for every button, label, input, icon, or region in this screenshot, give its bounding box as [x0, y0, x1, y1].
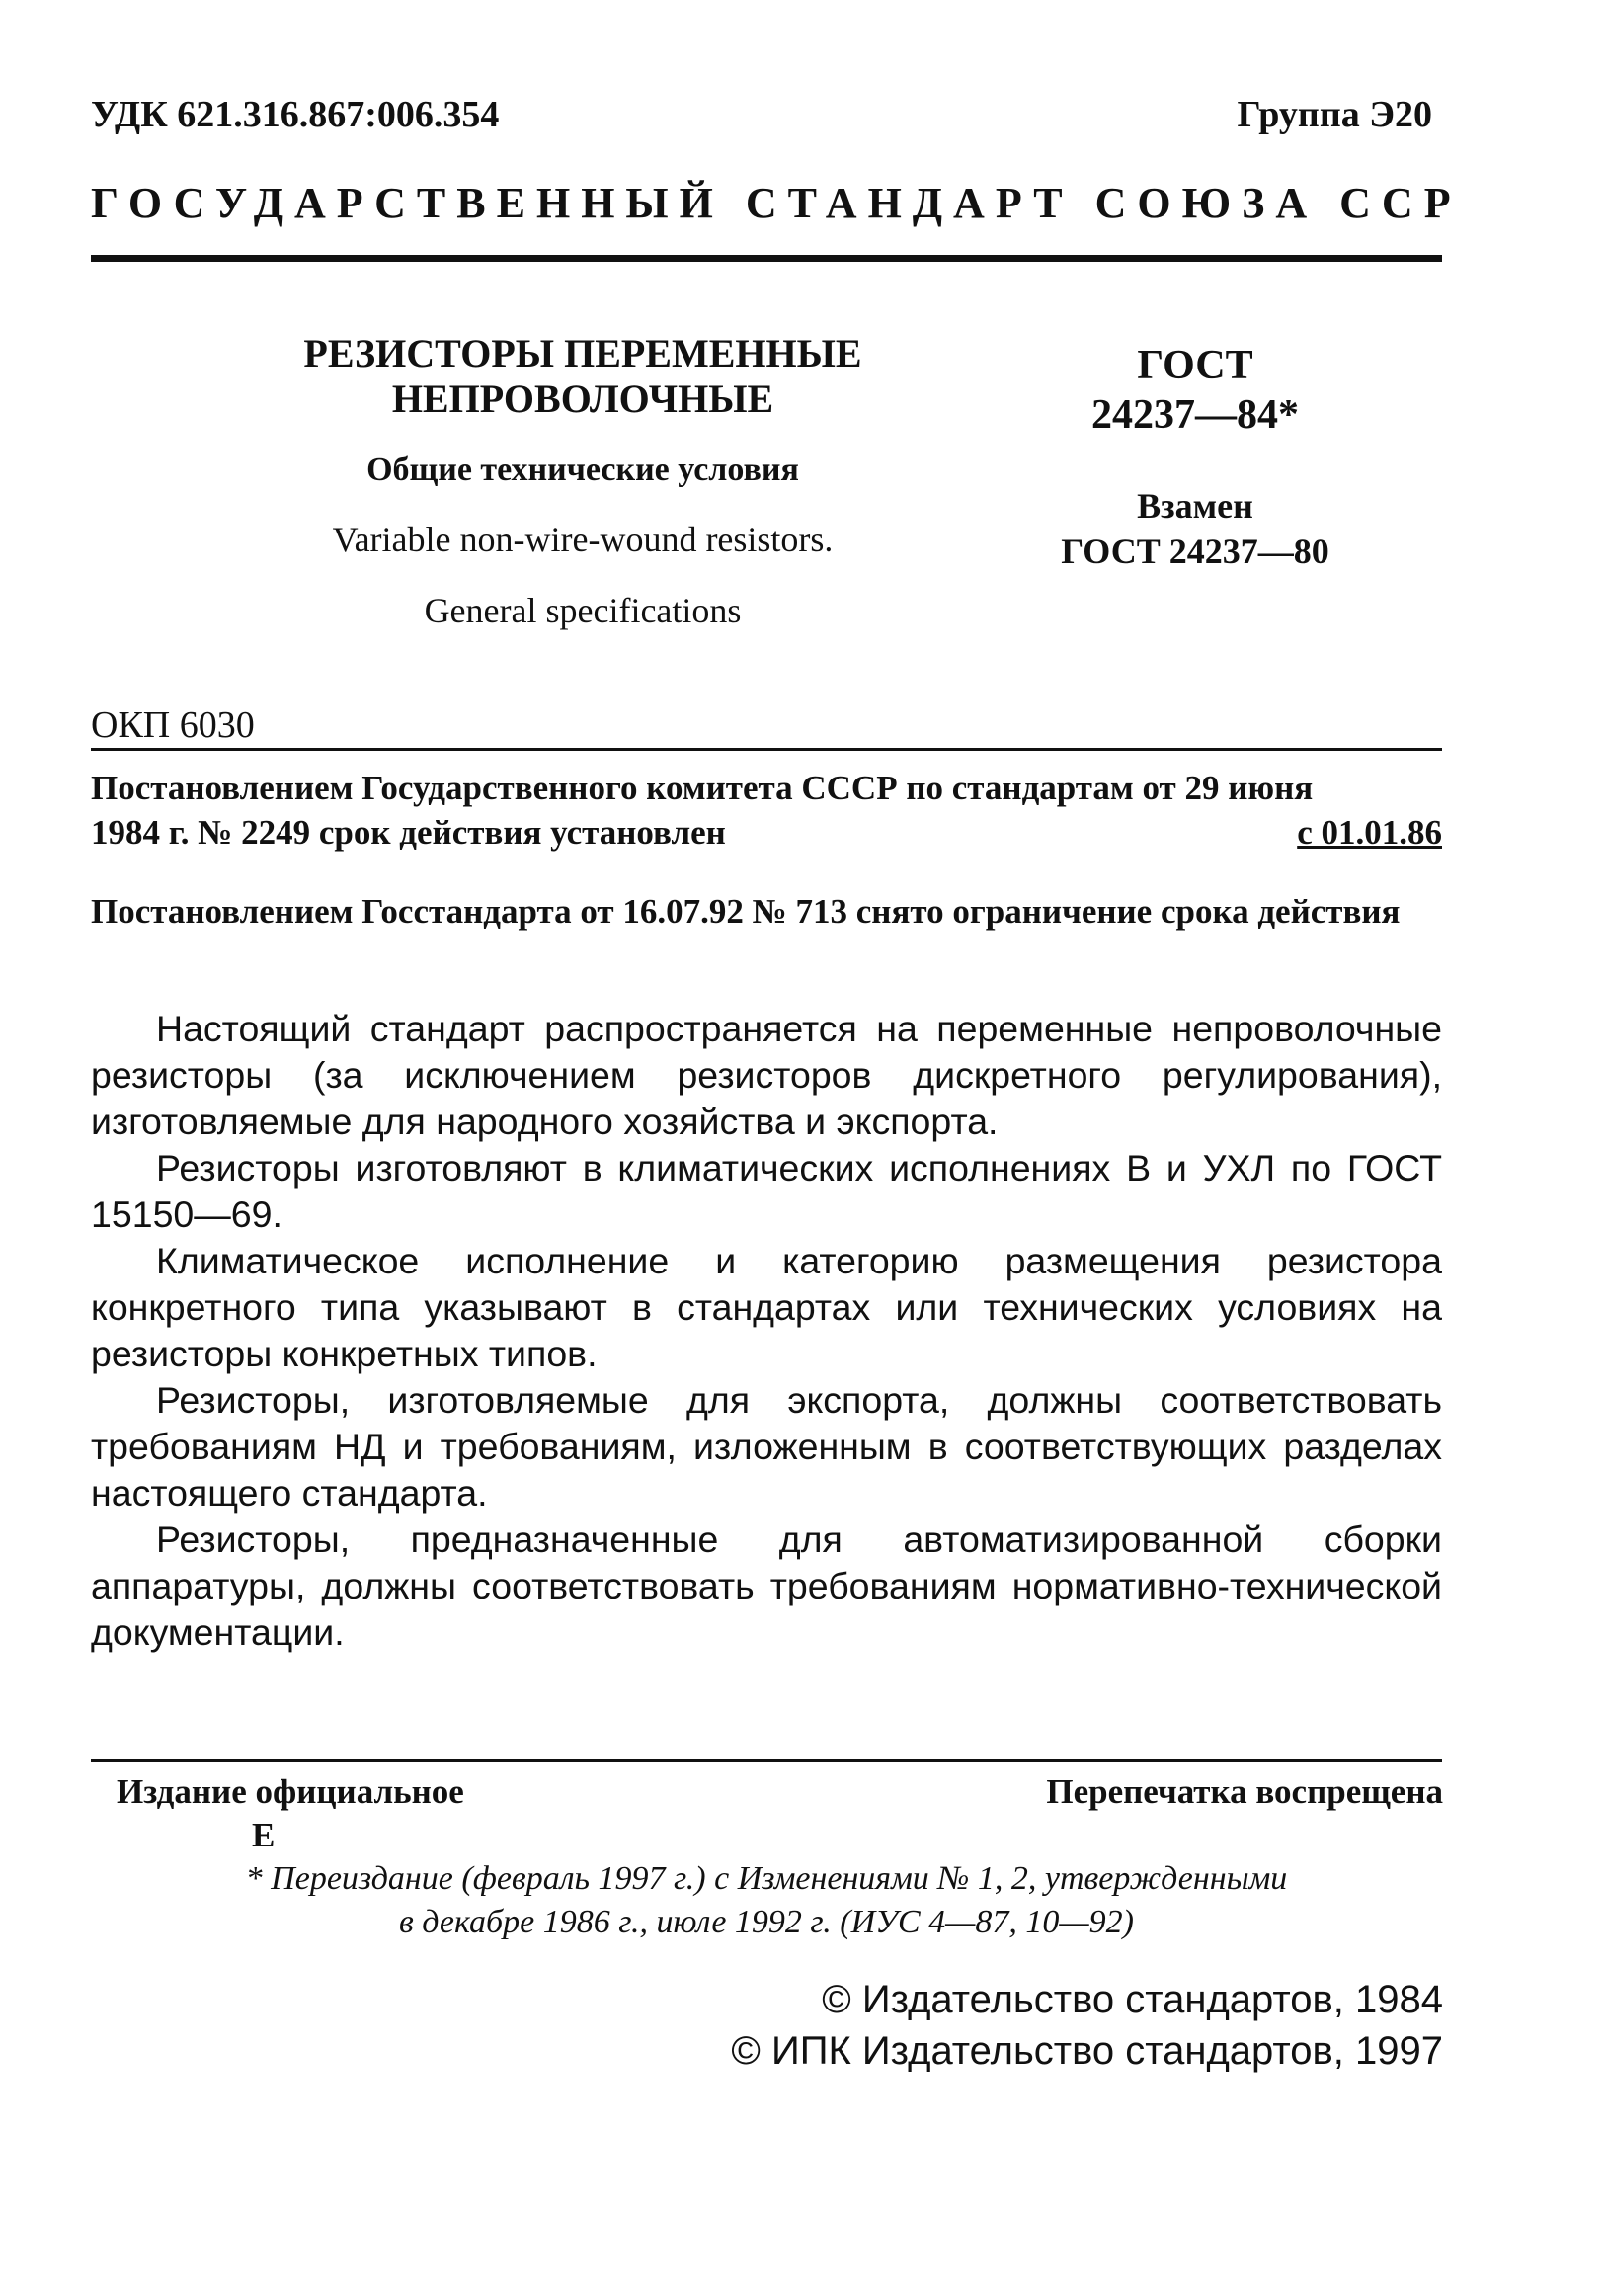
decree-1-line-2: 1984 г. № 2249 срок действия установлен: [91, 813, 726, 852]
body-paragraph: Резисторы изготовляют в климатических исполнениях В и УХЛ по ГОСТ 15150—69.: [91, 1147, 1442, 1235]
reissue-line-2: в декабре 1986 г., июле 1992 г. (ИУС 4—87, 10—92): [399, 1904, 1134, 1940]
state-standard-heading: ГОСУДАРСТВЕННЫЙ СТАНДАРТ СОЮЗА ССР: [91, 179, 1462, 227]
footer-rule: [91, 1759, 1442, 1762]
english-title-line-1: Variable non-wire-wound resistors.: [332, 520, 834, 559]
replaces-gost: ГОСТ 24237—80: [1061, 532, 1329, 571]
subtitle: Общие технические условия: [366, 451, 799, 488]
gost-number: 24237—84*: [1091, 392, 1299, 438]
copyright-block: [731, 1974, 1443, 2077]
copyright-1984: © Издательство стандартов, 1984: [822, 1978, 1443, 2021]
decree-1: [91, 766, 1442, 855]
copyright-1997: © ИПК Издательство стандартов, 1997: [731, 2029, 1443, 2073]
body-paragraph: Резисторы, предназначенные для автоматизированной сборки аппаратуры, должны соответствовать требованиям нормативно-технической документации.: [91, 1518, 1442, 1653]
english-title-line-2: General specifications: [424, 591, 742, 630]
header-rule: [91, 255, 1442, 262]
reprint-prohibited: Перепечатка воспрещена: [1046, 1772, 1443, 1811]
gost-label: ГОСТ: [1137, 343, 1253, 388]
decree-2: Постановлением Госстандарта от 16.07.92 № 713 снято ограничение срока действия: [91, 892, 1401, 931]
body-paragraph: Настоящий стандарт распространяется на переменные непроволочные резисторы (за исключением резисторов дискретного регулирования), изготовляемые для народного хозяйства и экспорта.: [91, 1008, 1442, 1142]
body-paragraph: Климатическое исполнение и категорию размещения резистора конкретного типа указывают в стандартах или технических условиях на резисторы конкретных типов.: [91, 1240, 1442, 1374]
okp-rule: [91, 748, 1442, 751]
okp-code: ОКП 6030: [91, 704, 255, 746]
udk-code: УДК 621.316.867:006.354: [91, 94, 500, 135]
reissue-line-1: * Переиздание (февраль 1997 г.) с Изменениями № 1, 2, утвержденными: [245, 1860, 1288, 1897]
official-edition: Издание официальное: [117, 1772, 464, 1811]
body-text: [91, 1006, 1442, 1656]
title-block: [198, 331, 968, 631]
replaces-label: Взамен: [1137, 486, 1253, 526]
reissue-note: [91, 1857, 1442, 1944]
body-paragraph: Резисторы, изготовляемые для экспорта, должны соответствовать требованиям НД и требованиям, изложенным в соответствующих разделах настоящего стандарта.: [91, 1379, 1442, 1514]
gost-block: [1027, 341, 1363, 574]
effective-date: с 01.01.86: [1297, 813, 1442, 852]
decree-1-line-1: Постановлением Государственного комитета СССР по стандартам от 29 июня: [91, 769, 1314, 807]
title-line-2: НЕПРОВОЛОЧНЫЕ: [391, 376, 774, 421]
title-line-1: РЕЗИСТОРЫ ПЕРЕМЕННЫЕ: [303, 331, 862, 375]
group-code: Группа Э20: [1237, 94, 1432, 135]
edition-mark: Е: [252, 1816, 276, 1854]
